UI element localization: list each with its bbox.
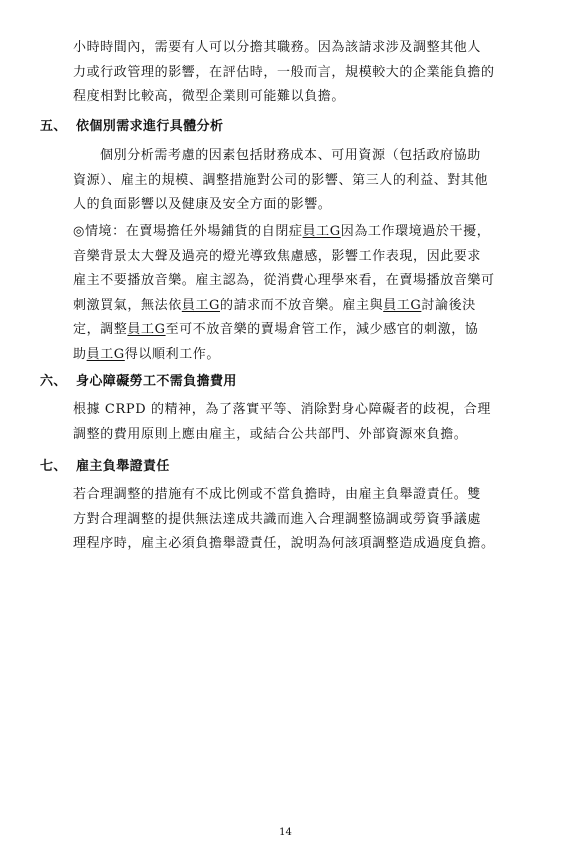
text-line: 資源）、雇主的規模、調整措施對公司的影響、第三人的利益、對其他 (73, 172, 489, 188)
text-line: ◎情境：在賣場擔任外場鋪貨的自閉症員工G因為工作環境過於干擾， (73, 224, 491, 239)
section-6-body (73, 398, 491, 447)
employee-name: 員工G (86, 346, 125, 362)
section-7-heading (40, 457, 170, 477)
text-line: 程度相對比較高，微型企業則可能難以負擔。 (73, 89, 346, 104)
section-number: 五、 (40, 119, 67, 134)
page-number: 14 (279, 827, 292, 838)
text-line: 助員工G得以順利工作。 (73, 346, 220, 362)
section-title: 依個別需求進行具體分析 (76, 119, 224, 134)
text-line: 雇主不要播放音樂。雇主認為，從消費心理學來看，在賣場播放音樂可 (73, 273, 495, 288)
text-line: 刺激買氣，無法依員工G的請求而不放音樂。雇主與員工G討論後決 (73, 297, 476, 313)
text-line: 個別分析需考慮的因素包括財務成本、可用資源（包括政府協助 (100, 148, 481, 163)
section-number: 六、 (40, 374, 67, 389)
section-5-heading (40, 117, 223, 137)
employee-name: 員工G (383, 297, 422, 313)
employee-name: 員工G (127, 322, 166, 337)
intro-paragraph (73, 36, 495, 110)
section-6-heading (40, 372, 237, 392)
text-line: 小時時間內，需要有人可以分擔其職務。因為該請求涉及調整其他人 (73, 40, 482, 55)
text-line: 若合理調整的措施有不成比例或不當負擔時，由雇主負舉證責任。雙 (73, 487, 482, 502)
employee-name: 員工G (181, 297, 220, 313)
text-line: 人的負面影響以及健康及安全方面的影響。 (73, 197, 332, 212)
section-title: 身心障礙勞工不需負擔費用 (76, 374, 237, 389)
employee-name: 員工G (302, 224, 341, 239)
section-number: 七、 (40, 459, 67, 474)
text-line: 根據 CRPD 的精神，為了落實平等、消除對身心障礙者的歧視，合理 (73, 402, 491, 417)
text-line: 方對合理調整的提供無法達成共識而進入合理調整協調或勞資爭議處 (73, 511, 482, 527)
text-line: 調整的費用原則上應由雇主，或結合公共部門、外部資源來負擔。 (73, 426, 468, 442)
section-7-body (73, 483, 495, 557)
case-scenario (73, 220, 495, 367)
text-line: 力或行政管理的影響，在評估時，一般而言，規模較大的企業能負擔的 (73, 64, 495, 80)
text-line: 定，調整員工G至可不放音樂的賣場倉管工作，減少感官的刺激，協 (73, 322, 479, 337)
section-title: 雇主負舉證責任 (76, 459, 170, 474)
text-line: 音樂背景太大聲及過亮的燈光導致焦慮感，影響工作表現，因此要求 (73, 248, 482, 264)
text-line: 理程序時，雇主必須負擔舉證責任，說明為何該項調整造成過度負擔。 (73, 536, 495, 551)
section-5-body (73, 144, 488, 218)
